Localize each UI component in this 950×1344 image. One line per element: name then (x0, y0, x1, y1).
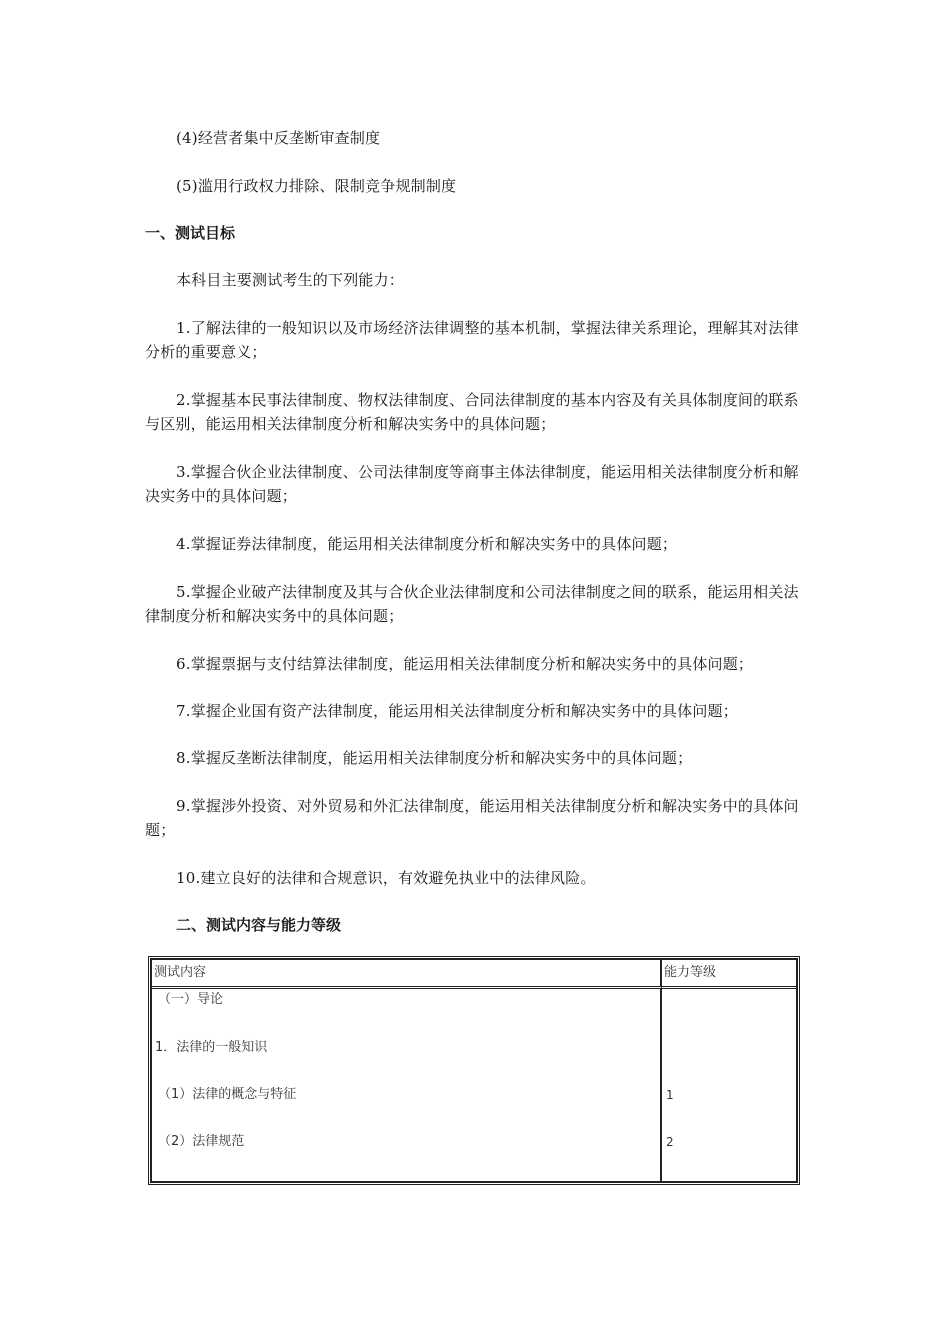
intro-paragraph: 本科目主要测试考生的下列能力： (176, 271, 405, 289)
ability-paragraph: 9.掌握涉外投资、对外贸易和外汇法律制度，能运用相关法律制度分析和解决实务中的具体问题； (145, 797, 799, 839)
table-row (152, 989, 796, 1181)
table-cell-content: （2）法律规范 (158, 1134, 245, 1149)
section-heading: 一、测试目标 (145, 224, 236, 242)
table-cell-content: 1．法律的一般知识 (155, 1040, 268, 1055)
list-item: (5)滥用行政权力排除、限制竞争规制制度 (176, 177, 457, 195)
table-header-row (152, 960, 796, 989)
table-header-level: 能力等级 (662, 960, 796, 989)
ability-paragraph: 3.掌握合伙企业法律制度、公司法律制度等商事主体法律制度，能运用相关法律制度分析和解决实务中的具体问题； (145, 463, 799, 505)
table-cell-level: 2 (666, 1135, 674, 1149)
list-item: (4)经营者集中反垄断审查制度 (176, 129, 381, 147)
ability-paragraph: 2.掌握基本民事法律制度、物权法律制度、合同法律制度的基本内容及有关具体制度间的联系与区别，能运用相关法律制度分析和解决实务中的具体问题； (145, 391, 799, 433)
content-level-table (150, 958, 798, 1183)
ability-paragraph: 6.掌握票据与支付结算法律制度，能运用相关法律制度分析和解决实务中的具体问题； (176, 655, 754, 673)
table-cell-content: （一）导论 (158, 992, 224, 1007)
ability-paragraph: 7.掌握企业国有资产法律制度，能运用相关法律制度分析和解决实务中的具体问题； (176, 702, 738, 720)
table-header-content: 测试内容 (152, 960, 662, 989)
table-cell-content: （1）法律的概念与特征 (158, 1087, 297, 1102)
section-heading: 二、测试内容与能力等级 (176, 916, 342, 934)
table-cell-level: 1 (666, 1088, 674, 1102)
ability-paragraph: 8.掌握反垄断法律制度，能运用相关法律制度分析和解决实务中的具体问题； (176, 749, 693, 767)
ability-paragraph: 4.掌握证券法律制度，能运用相关法律制度分析和解决实务中的具体问题； (176, 535, 678, 553)
ability-paragraph: 10.建立良好的法律和合规意识，有效避免执业中的法律风险。 (176, 869, 596, 887)
ability-paragraph: 1.了解法律的一般知识以及市场经济法律调整的基本机制，掌握法律关系理论，理解其对法律分析的重要意义； (145, 319, 799, 361)
ability-paragraph: 5.掌握企业破产法律制度及其与合伙企业法律制度和公司法律制度之间的联系，能运用相关法律制度分析和解决实务中的具体问题； (145, 583, 799, 625)
